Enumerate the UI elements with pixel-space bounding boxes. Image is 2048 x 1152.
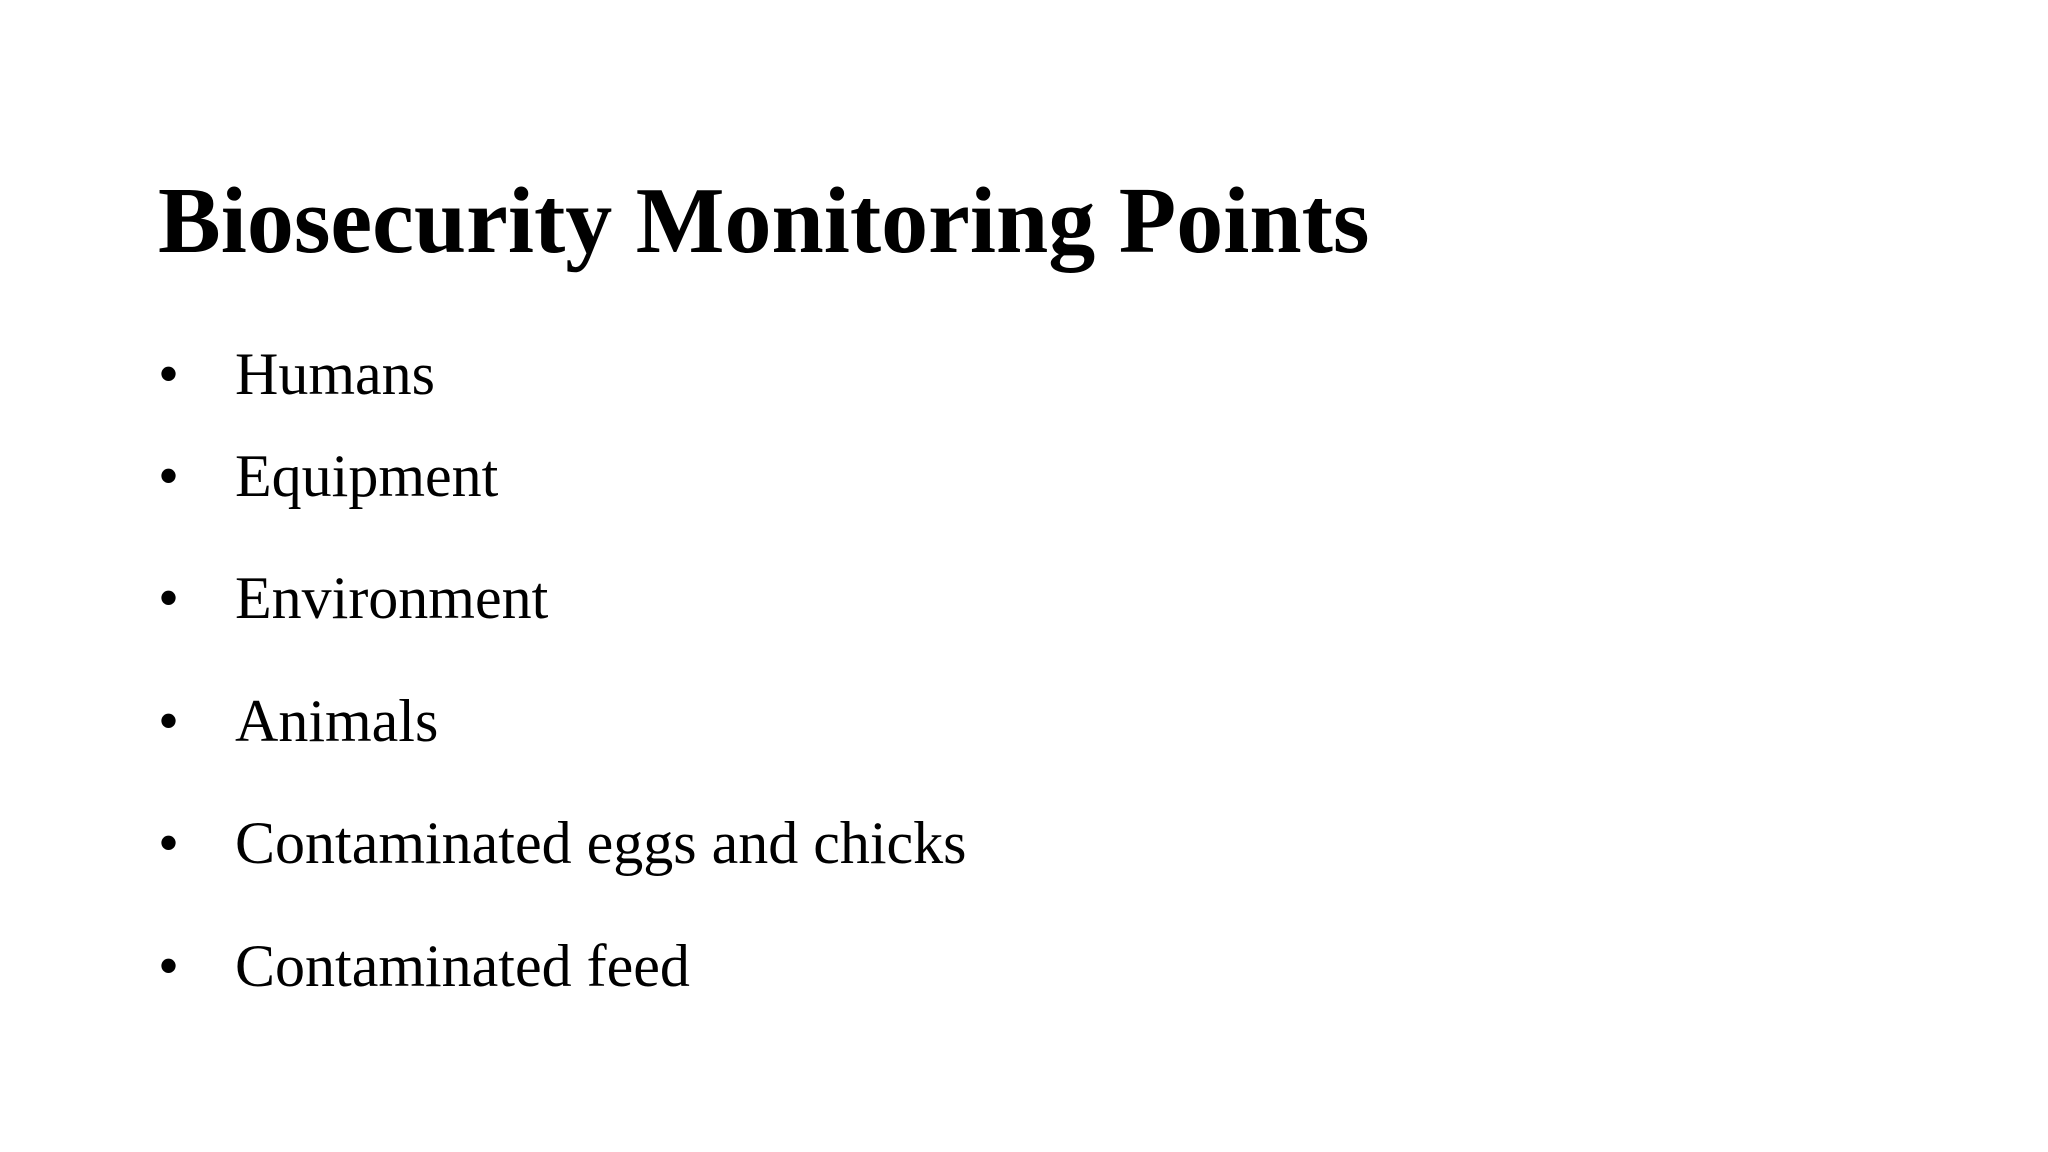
slide-title: Biosecurity Monitoring Points bbox=[158, 169, 1370, 273]
bullet-text: Environment bbox=[235, 565, 549, 631]
bullet-point-icon: • bbox=[158, 810, 180, 876]
bullet-text: Contaminated eggs and chicks bbox=[235, 810, 967, 876]
bullet-point-icon: • bbox=[158, 341, 180, 407]
bullet-text: Humans bbox=[235, 341, 435, 407]
bullet-text: Contaminated feed bbox=[235, 933, 690, 999]
bullet-text: Equipment bbox=[235, 443, 499, 509]
bullet-text: Animals bbox=[235, 688, 439, 754]
bullet-point-icon: • bbox=[158, 688, 180, 754]
bullet-point-icon: • bbox=[158, 565, 180, 631]
bullet-point-icon: • bbox=[158, 933, 180, 999]
bullet-point-icon: • bbox=[158, 443, 180, 509]
